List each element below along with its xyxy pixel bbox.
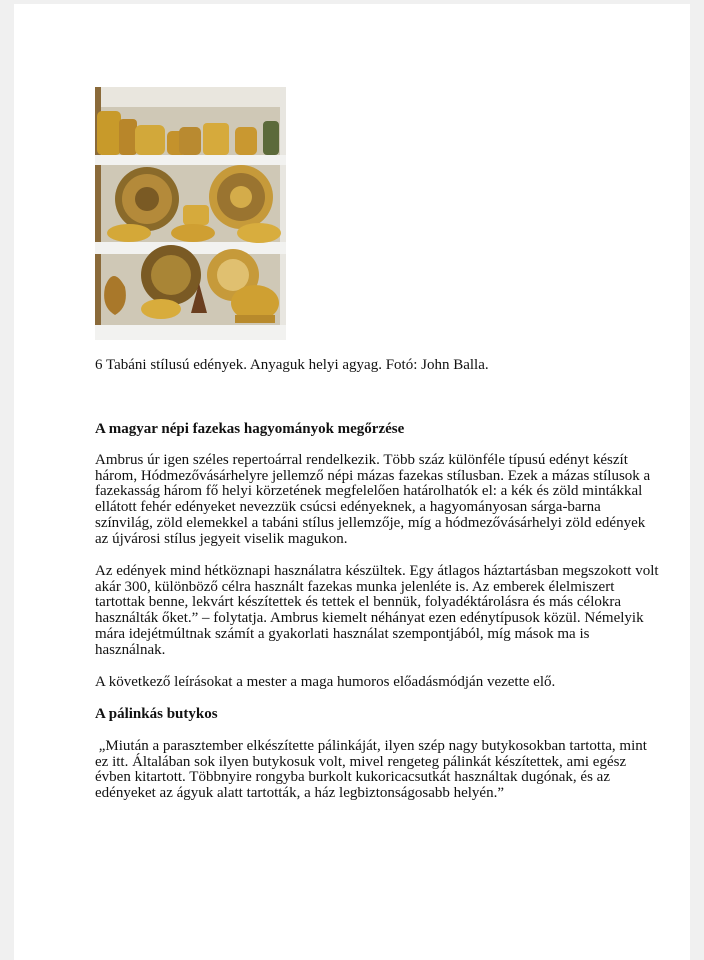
paragraph-line: színvilág, zöld elemekkel a tabáni stílus jellemzője, míg a hódmezővásárhelyi zöld edények: [95, 514, 646, 531]
paragraph-line: mára idejétmúltnak számít a gyakorlati használat szempontjából, míg mások ma is: [95, 625, 590, 642]
paragraph-line: ellátott fehér edényeket nevezzük csúcsi edényeknek, a hagyományosan sárga-barna: [95, 499, 601, 516]
subheading-palinka-flask: A pálinkás butykos: [95, 706, 218, 722]
paragraph-intro-descriptions: A következő leírásokat a mester a maga humoros előadásmódján vezette elő.: [95, 674, 556, 690]
quote-paragraph: [95, 739, 663, 802]
paragraph-line: akár 300, különböző célra használt fazekas munka jelenléte is. Az emberek élelmiszert: [95, 578, 615, 595]
pottery-shelf-photo: [95, 87, 286, 340]
paragraph-line: az újvárosi stílus jegyeit viselik magukon.: [95, 530, 348, 547]
quote-line: „Miután a parasztember elkészítette pálinkáját, ilyen szép nagy butykosokban tartotta, mint: [95, 738, 647, 754]
section-heading: A magyar népi fazekas hagyományok megőrzése: [95, 421, 405, 437]
paragraph-line: tartottak benne, lekvárt készítettek és tettek el bennük, folyadéktárolásra és más célokra: [95, 594, 622, 611]
pottery-shelf-illustration: [95, 87, 286, 340]
paragraph-line: Ambrus úr igen széles repertoárral rendelkezik. Több száz különféle típusú edényt készít: [95, 452, 628, 468]
quote-line: évben kitartott. Többnyire rongyba burkolt kukoricacsutkát használtak dugónak, és az: [95, 769, 610, 786]
paragraph-line: használnak.: [95, 641, 166, 658]
document-page: [14, 4, 690, 960]
paragraph-everyday-use: [95, 564, 663, 658]
paragraph-repertoire: [95, 453, 663, 547]
photo-caption: 6 Tabáni stílusú edények. Anyaguk helyi agyag. Fotó: John Balla.: [95, 357, 489, 373]
paragraph-line: fazekasság három fő helyi körzetének megfelelően határolhatók el: a kék és zöld mintákkal: [95, 483, 643, 500]
paragraph-line: három, Hódmezővásárhelyre jellemző népi mázas fazekas stílusban. Ezek a mázas stílusok a: [95, 467, 651, 484]
paragraph-line: Az edények mind hétköznapi használatra készültek. Egy átlagos háztartásban megszokott volt: [95, 563, 659, 579]
quote-line: edényeket az ágyuk alatt tartották, a ház legbiztonságosabb helyén.”: [95, 785, 504, 802]
quote-line: ez itt. Általában sok ilyen butykosuk volt, mivel rengeteg pálinkát készítettek, ami egész: [95, 753, 627, 770]
paragraph-line: használták őket.” – folytatja. Ambrus kiemelt néhányat ezen edénytípusok közül. Némelyik: [95, 610, 644, 627]
